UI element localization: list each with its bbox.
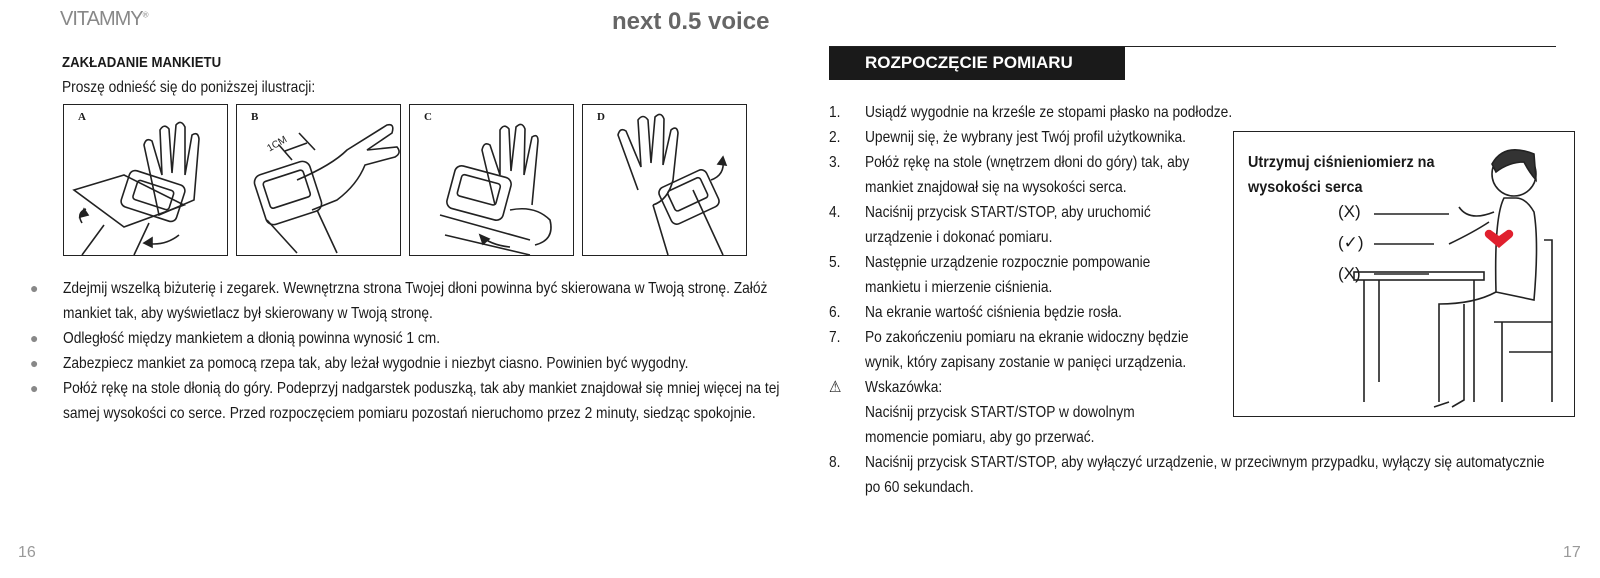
bullet-line: Zdejmij wszelką biżuterię i zegarek. Wewnętrzna strona Twojej dłoni powinna być skierowana w Twoją stronę. Załóż	[63, 280, 768, 297]
wrong-position-mark: (X)	[1338, 202, 1361, 221]
bullet-line: Połóż rękę na stole dłonią do góry. Podeprzyj nadgarstek poduszką, tak aby mankiet znajdował się mniej więcej na tej	[63, 380, 780, 397]
right-heading: ROZPOCZĘCIE POMIARU	[829, 47, 1125, 80]
measure-label: 1CM	[265, 134, 290, 155]
step-item	[829, 450, 1589, 500]
wrist-cuff-illustration-d	[583, 105, 748, 257]
step-line: Po zakończeniu pomiaru na ekranie widoczny będzie	[865, 329, 1189, 346]
step-line: Usiądź wygodnie na krześle ze stopami płasko na podłodze.	[865, 104, 1233, 121]
panel-label: A	[78, 111, 86, 123]
wrong-position-mark: (X)	[1338, 264, 1361, 283]
step-number: 2.	[829, 129, 841, 146]
instruction-bullets	[30, 276, 790, 426]
step-line: mankietu i mierzenie ciśnienia.	[865, 279, 1053, 296]
caption-line: Utrzymuj ciśnieniomierz na	[1248, 154, 1435, 171]
caption-line: wysokości serca	[1248, 179, 1363, 196]
step-line: Upewnij się, że wybrany jest Twój profil użytkownika.	[865, 129, 1186, 146]
panel-label: C	[424, 111, 432, 123]
step-line: Naciśnij przycisk START/STOP, aby uruchomić	[865, 204, 1151, 221]
illustration-panel-c	[409, 104, 574, 256]
bullet-item	[30, 326, 790, 351]
step-line: Naciśnij przycisk START/STOP w dowolnym	[865, 404, 1135, 421]
bullet-item	[30, 276, 790, 326]
panel-label: B	[251, 111, 259, 123]
step-line: mankiet znajdował się na wysokości serca.	[865, 179, 1127, 196]
step-line: wynik, który zapisany zostanie w panięci urządzenia.	[865, 354, 1187, 371]
product-title: next 0.5 voice	[612, 8, 770, 35]
step-number: 8.	[829, 454, 841, 471]
step-number: 5.	[829, 254, 841, 271]
step-line: Wskazówka:	[865, 379, 943, 396]
brand-logo	[60, 8, 149, 31]
step-line: Połóż rękę na stole (wnętrzem dłoni do góry) tak, aby	[865, 154, 1190, 171]
step-line: Na ekranie wartość ciśnienia będzie rosła.	[865, 304, 1122, 321]
seated-person-illustration	[1234, 132, 1576, 418]
left-heading: ZAKŁADANIE MANKIETU	[62, 54, 222, 71]
page-number-right: 17	[1563, 544, 1581, 561]
step-line: po 60 sekundach.	[865, 479, 974, 496]
bullet-dot: ●	[30, 355, 39, 371]
step-line: momencie pomiaru, aby go przerwać.	[865, 429, 1095, 446]
bullet-item	[30, 376, 790, 426]
correct-position-mark: (✓)	[1338, 233, 1364, 252]
illustration-panel-a	[63, 104, 228, 256]
bullet-item	[30, 351, 790, 376]
heart-level-figure	[1233, 131, 1575, 417]
step-number: 6.	[829, 304, 841, 321]
step-number: 7.	[829, 329, 841, 346]
wrist-cuff-illustration-b	[237, 105, 402, 257]
wrist-cuff-illustration-a	[64, 105, 229, 257]
bullet-dot: ●	[30, 380, 39, 396]
bullet-line: Odległość między mankietem a dłonią powinna wynosić 1 cm.	[63, 330, 441, 347]
brand-registered-mark: ®	[142, 10, 149, 20]
step-line: urządzenie i dokonać pomiaru.	[865, 229, 1053, 246]
illustration-panel-d	[582, 104, 747, 256]
wrist-cuff-illustration-c	[410, 105, 575, 257]
bullet-dot: ●	[30, 280, 39, 296]
warning-icon: ⚠	[829, 379, 842, 396]
step-item	[829, 100, 1589, 125]
step-number: 4.	[829, 204, 841, 221]
left-intro: Proszę odnieść się do poniższej ilustracji:	[62, 79, 316, 96]
page-number-left: 16	[18, 544, 36, 561]
bullet-line: mankiet tak, aby wyświetlacz był skierowany w Twoją stronę.	[63, 305, 433, 322]
step-number: 3.	[829, 154, 841, 171]
illustration-panel-b	[236, 104, 401, 256]
panel-label: D	[597, 111, 605, 123]
brand-name: VITAMMY	[60, 8, 143, 30]
step-line: Następnie urządzenie rozpocznie pompowanie	[865, 254, 1151, 271]
step-line: Naciśnij przycisk START/STOP, aby wyłączyć urządzenie, w przeciwnym przypadku, wyłączy się automatycznie	[865, 454, 1545, 471]
bullet-line: Zabezpiecz mankiet za pomocą rzepa tak, aby leżał wygodnie i niezbyt ciasno. Powinien być wygodny.	[63, 355, 689, 372]
bullet-dot: ●	[30, 330, 39, 346]
step-number: 1.	[829, 104, 841, 121]
bullet-line: samej wysokości co serce. Przed rozpoczęciem pomiaru pozostań nieruchomo przez 2 minuty, siedząc spokojnie.	[63, 405, 756, 422]
heart-icon	[1485, 230, 1513, 248]
